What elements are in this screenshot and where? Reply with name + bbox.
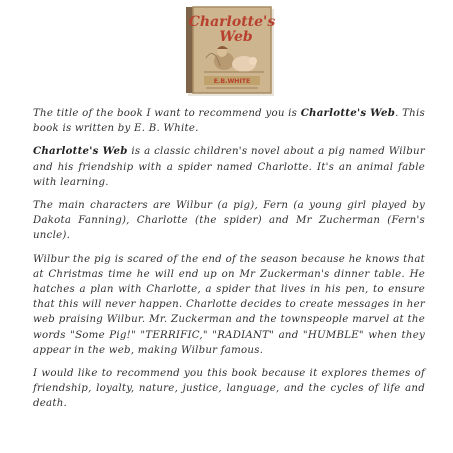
book-title-line1: Charlotte's bbox=[188, 14, 275, 30]
book-author: E.B.WHITE bbox=[213, 78, 251, 85]
paragraph-3: The main characters are Wilbur (a pig), Fern (a young girl played by Dakota Fanning), Charlotte (the spider) and Mr Zucherman (Fern's uncle). bbox=[33, 200, 425, 242]
book-cover-illustration bbox=[184, 6, 275, 96]
paragraph-2-rest: is a classic children's novel about a pig named Wilbur and his friendship with a spider named Charlotte. It's an animal fable with learning. bbox=[33, 146, 425, 188]
paragraph-1-book-title: Charlotte's Web bbox=[300, 107, 396, 119]
paragraph-4: Wilbur the pig is scared of the end of the season because he knows that at Christmas time he will end up on Mr Zuckerman's dinner table. He hatches a plan with Charlotte, a spider that lives in his pen, to ensure that this will never happen. Charlotte decides to create messages in her web praising Wilbur. Mr. Zuckerman and the townspeople marvel at the words "Some Pig!" "TERRIFIC," "RADIANT" and "HUMBLE" when they appear in the web, making Wilbur famous. bbox=[33, 253, 425, 356]
paragraph-1-rest: . This book is written by E. B. White. bbox=[33, 108, 425, 135]
book-title-line2: Web bbox=[219, 29, 253, 45]
paragraph-2-book-title: Charlotte's Web bbox=[33, 145, 128, 158]
cover-bottom-stripe bbox=[206, 87, 258, 89]
paragraph-1-intro: The title of the book I want to recommend you is bbox=[33, 108, 301, 119]
paragraph-1 bbox=[33, 106, 425, 136]
paragraph-5: I would like to recommend you this book because it explores themes of friendship, loyalty, nature, justice, language, and the cycles of life and death. bbox=[33, 368, 425, 410]
pig-head bbox=[249, 57, 257, 65]
recommendation-text bbox=[33, 106, 425, 420]
book-cover-image bbox=[184, 6, 275, 96]
paragraph-2 bbox=[33, 144, 425, 190]
